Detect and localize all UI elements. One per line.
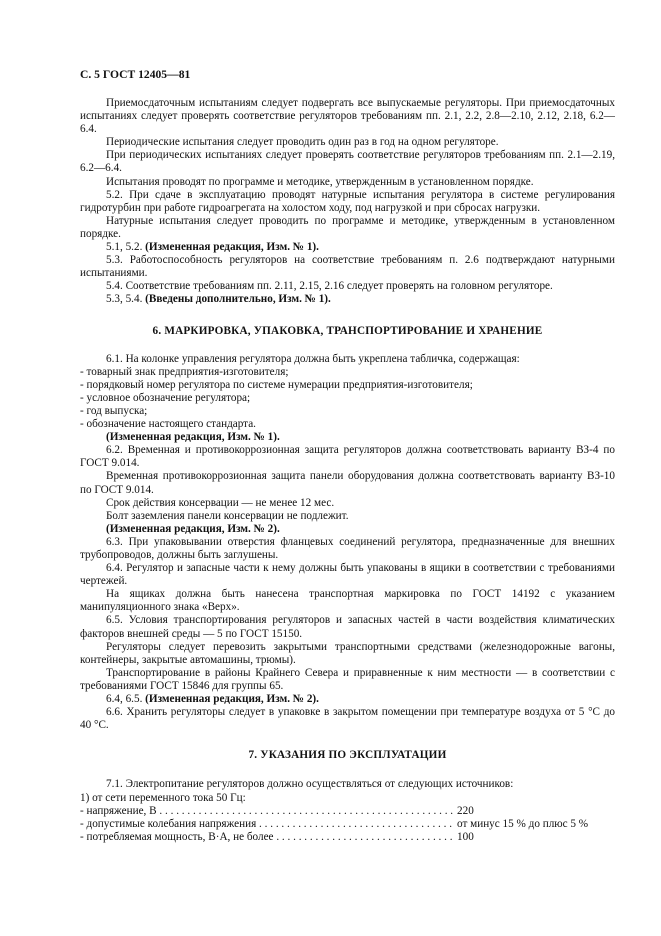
paragraph: 6.6. Хранить регуляторы следует в упаковке в закрытом помещении при температуре воздуха от 5 °С до 40 °С. (80, 706, 615, 732)
paragraph: 7.1. Электропитание регуляторов должно осуществляться от следующих источников: (106, 778, 514, 791)
paragraph: Натурные испытания следует проводить по программе и методике, утвержденным в установленном порядке. (80, 214, 615, 240)
section-heading: 6. МАРКИРОВКА, УПАКОВКА, ТРАНСПОРТИРОВАНИЕ И ХРАНЕНИЕ (152, 324, 543, 337)
paragraph: 5.2. При сдаче в эксплуатацию проводят натурные испытания регулятора в системе регулирования гидротурбин при работе гидроагрегата на холостом ходу, под нагрузкой и при сбросах нагрузки. (80, 188, 615, 214)
note-ref: 6.4, 6.5. (106, 693, 143, 706)
paragraph: Регуляторы следует перевозить закрытыми транспортными средствами (железнодорожные вагоны, контейнеры, закрытые автомашины, трюмы). (80, 640, 615, 666)
page-header: С. 5 ГОСТ 12405—81 (80, 68, 191, 81)
note-text: (Измененная редакция, Изм. № 2). (145, 693, 319, 706)
list-item: - обозначение настоящего стандарта. (80, 418, 256, 431)
page-content (80, 97, 615, 844)
amendment-note (80, 693, 615, 706)
param-label: - допустимые колебания напряжения . . . (80, 818, 453, 831)
param-value: 220 (457, 804, 474, 817)
paragraph: Болт заземления панели консервации не подлежит. (106, 509, 349, 522)
paragraph: Испытания проводят по программе и методике, утвержденным в установленном порядке. (106, 175, 534, 188)
paragraph: 6.1. На колонке управления регулятора должна быть укреплена табличка, содержащая: (106, 352, 520, 365)
list-item: - год выпуска; (80, 404, 148, 417)
paragraph: Периодические испытания следует проводить один раз в год на одном регуляторе. (106, 136, 499, 149)
param-row (80, 818, 615, 831)
amendment-note: (Измененная редакция, Изм. № 1). (106, 431, 280, 444)
amendment-note: (Измененная редакция, Изм. № 2). (106, 522, 280, 535)
paragraph: 6.2. Временная и противокоррозионная защита регуляторов должна соответствовать варианту ВЗ-4 по ГОСТ 9.014. (80, 444, 615, 470)
paragraph: 6.4. Регулятор и запасные части к нему должны быть упакованы в ящики в соответствии с требованиями чертежей. (80, 562, 615, 588)
param-row (80, 831, 615, 844)
paragraph: Срок действия консервации — не менее 12 мес. (106, 496, 335, 509)
param-value: от минус 15 % до плюс 5 % (457, 817, 589, 830)
param-row (80, 805, 615, 818)
paragraph: 5.3. Работоспособность регуляторов на соответствие требованиям п. 2.6 подтверждают натурными испытаниями. (80, 254, 615, 280)
list-item: - товарный знак предприятия-изготовителя; (80, 365, 289, 378)
note-ref: 5.3, 5.4. (106, 293, 143, 306)
section-heading: 7. УКАЗАНИЯ ПО ЭКСПЛУАТАЦИИ (248, 749, 447, 762)
list-item: - порядковый номер регулятора по системе нумерации предприятия-изготовителя; (80, 378, 473, 391)
param-label: - напряжение, В . . . (80, 805, 453, 818)
paragraph: 1) от сети переменного тока 50 Гц: (80, 791, 246, 804)
param-value: 100 (457, 830, 474, 843)
list-item: - условное обозначение регулятора; (80, 391, 251, 404)
paragraph: Транспортирование в районы Крайнего Севера и приравненные к ним местности — в соответствии с требованиями ГОСТ 15846 для группы 65. (80, 666, 615, 692)
paragraph: При периодических испытаниях следует проверять соответствие регуляторов требованиям пп. 2.1—2.19, 6.2—6.4. (80, 149, 615, 175)
paragraph: Временная противокоррозионная защита панели оборудования должна соответствовать варианту ВЗ-10 по ГОСТ 9.014. (80, 470, 615, 496)
paragraph: Приемосдаточным испытаниям следует подвергать все выпускаемые регуляторы. При приемосдаточных испытаниях следует проверять соответствие регуляторов требованиям пп. 2.1, 2.2, 2.8—2.10, 2.12, 2.18, 6.2—6.4. (80, 97, 615, 136)
param-label: - потребляемая мощность, В·А, не более . . . (80, 831, 453, 844)
paragraph: 5.4. Соответствие требованиям пп. 2.11, 2.15, 2.16 следует проверять на головном регуляторе. (106, 280, 553, 293)
paragraph: 6.5. Условия транспортирования регуляторов и запасных частей в части воздействия климатических факторов внешней среды — 5 по ГОСТ 15150. (80, 614, 615, 640)
paragraph: 6.3. При упаковывании отверстия фланцевых соединений регулятора, предназначенные для внешних трубопроводов, должны быть заглушены. (80, 535, 615, 561)
amendment-note (80, 241, 615, 254)
note-ref: 5.1, 5.2. (106, 241, 143, 254)
note-text: (Измененная редакция, Изм. № 1). (145, 241, 319, 254)
note-text: (Введены дополнительно, Изм. № 1). (145, 293, 331, 306)
paragraph: На ящиках должна быть нанесена транспортная маркировка по ГОСТ 14192 с указанием манипуляционного знака «Верх». (80, 588, 615, 614)
amendment-note (80, 293, 615, 306)
